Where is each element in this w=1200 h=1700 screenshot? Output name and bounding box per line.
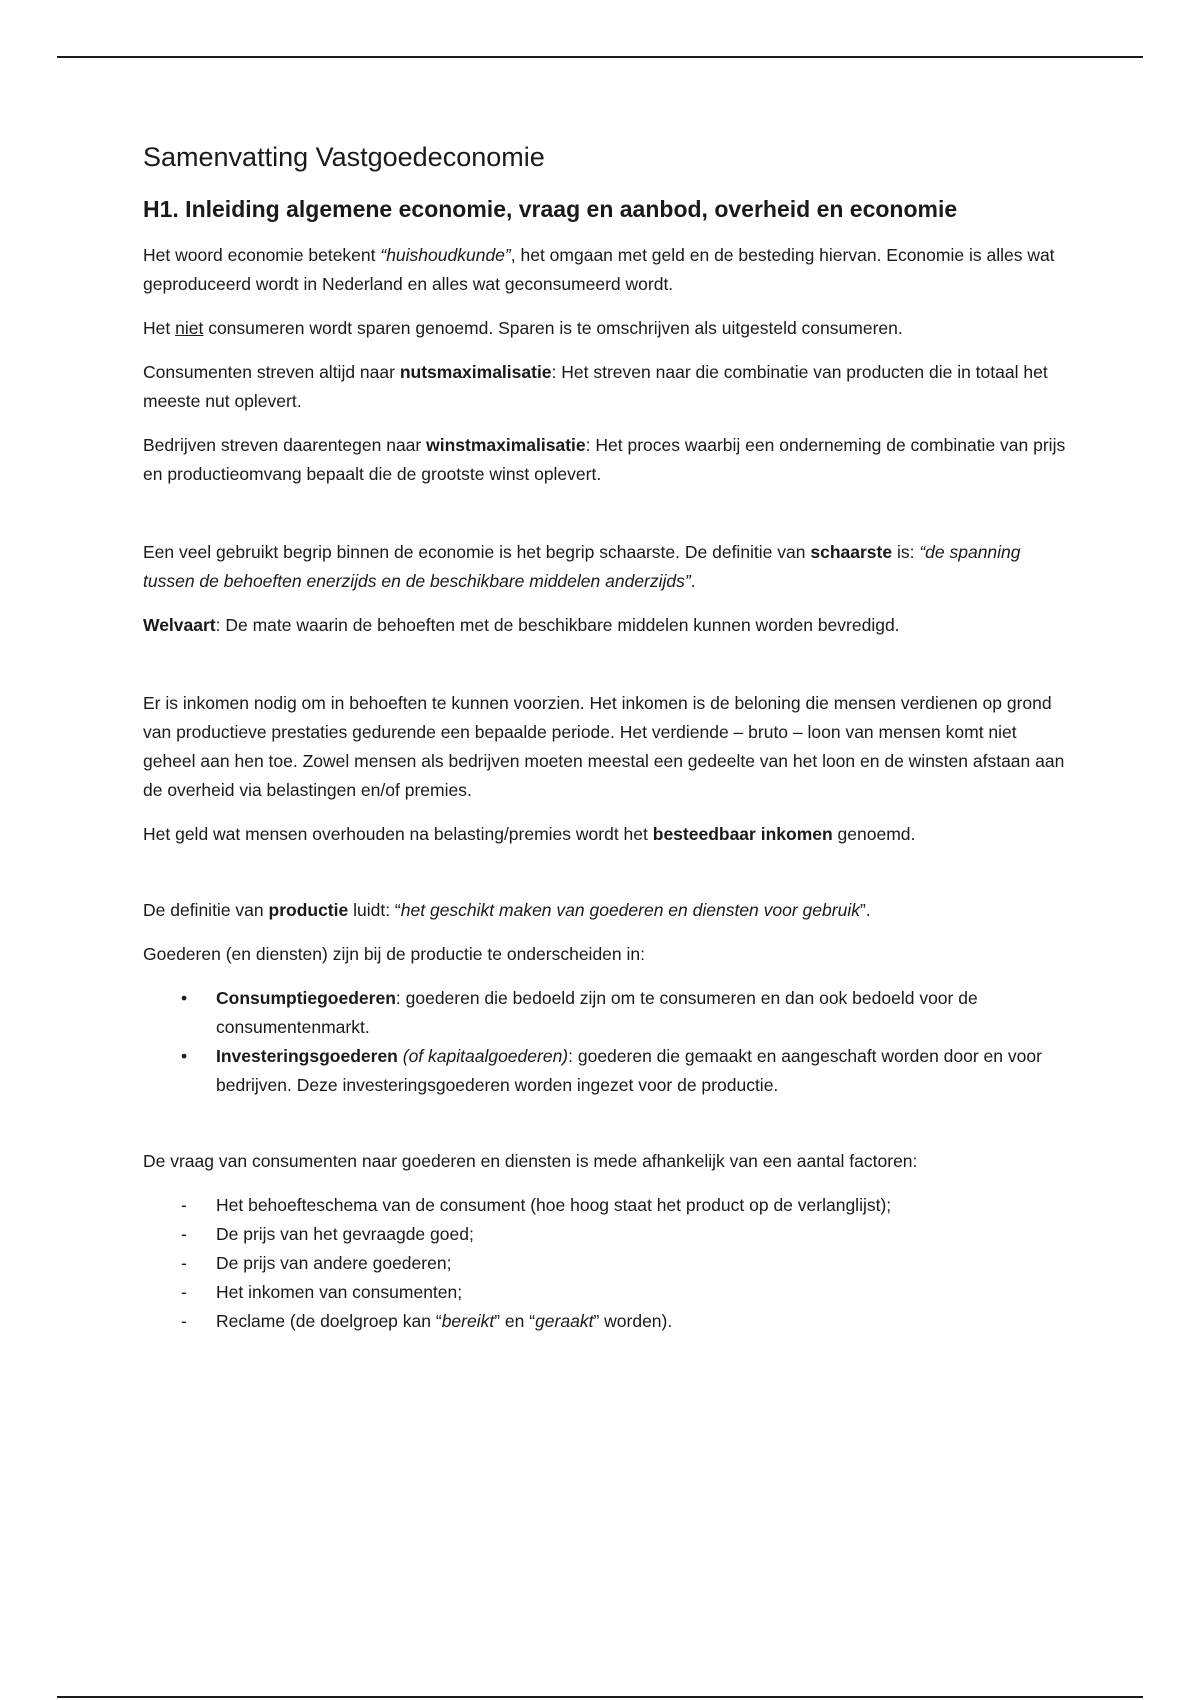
paragraph-winstmaximalisatie [143, 431, 1073, 489]
text: De prijs van andere goederen; [216, 1252, 452, 1273]
text: genoemd. [832, 823, 916, 844]
factors-dash-list [143, 1191, 1073, 1336]
paragraph-welvaart [143, 611, 1073, 640]
text: luidt: “ [348, 899, 401, 920]
bold-term: productie [268, 899, 349, 920]
underlined-term: niet [175, 317, 204, 338]
text: is: [892, 541, 920, 562]
list-item [143, 1191, 1073, 1220]
text: : Het proces waarbij een onderneming de combinatie van prijs en productieomvang bepaalt die de grootste winst oplevert. [143, 434, 1066, 484]
text: ”. [859, 899, 871, 920]
bullet-icon: • [181, 987, 188, 1008]
text: Bedrijven streven daarentegen naar [143, 434, 427, 455]
text: Het inkomen van consumenten; [216, 1281, 463, 1302]
text: : De mate waarin de behoeften met de beschikbare middelen kunnen worden bevredigd. [215, 614, 900, 635]
text: ” worden). [593, 1310, 673, 1331]
bold-term: Welvaart [143, 614, 216, 635]
paragraph-besteedbaar-inkomen [143, 820, 1073, 849]
list-item [143, 1042, 1073, 1100]
text: ” en “ [494, 1310, 536, 1331]
list-item [143, 1249, 1073, 1278]
italic-note: (of kapitaalgoederen) [397, 1045, 569, 1066]
text: De prijs van het gevraagde goed; [216, 1223, 474, 1244]
paragraph-schaarste [143, 538, 1073, 596]
bold-term: nutsmaximalisatie [399, 361, 552, 382]
paragraph-productie [143, 896, 1073, 925]
dash-icon: - [181, 1252, 187, 1273]
footer-rule [57, 1696, 1143, 1698]
paragraph-economie [143, 241, 1073, 299]
text: : goederen die bedoeld zijn om te consumeren en dan ook bedoeld voor de consumentenmarkt. [216, 987, 978, 1037]
dash-icon: - [181, 1194, 187, 1215]
bold-term: besteedbaar inkomen [652, 823, 833, 844]
paragraph-sparen [143, 314, 1073, 343]
text: Een veel gebruikt begrip binnen de economie is het begrip schaarste. De definitie van [143, 541, 811, 562]
text: Het [143, 317, 176, 338]
list-item [143, 984, 1073, 1042]
header-rule [57, 56, 1143, 58]
bold-term: Consumptiegoederen [216, 987, 396, 1008]
dash-icon: - [181, 1223, 187, 1244]
paragraph-nutsmaximalisatie [143, 358, 1073, 416]
text: : Het streven naar die combinatie van producten die in totaal het meeste nut oplevert. [143, 361, 1048, 411]
text: Het geld wat mensen overhouden na belasting/premies wordt het [143, 823, 653, 844]
list-item [143, 1307, 1073, 1336]
text: Consumenten streven altijd naar [143, 361, 400, 382]
list-item [143, 1278, 1073, 1307]
text: consumeren wordt sparen genoemd. Sparen is te omschrijven als uitgesteld consumeren. [203, 317, 903, 338]
paragraph-vraag-factoren: De vraag van consumenten naar goederen en diensten is mede afhankelijk van een aantal factoren: [143, 1150, 918, 1171]
paragraph-inkomen: Er is inkomen nodig om in behoeften te kunnen voorzien. Het inkomen is de beloning die mensen verdienen op grond van productieve prestaties gedurende een bepaalde periode. Het verdiende – bruto – loon van mensen komt niet geheel aan hen toe. Zowel mensen als bedrijven moeten meestal een gedeelte van het loon en de winsten afstaan aan de overheid via belastingen en/of premies. [143, 692, 1065, 800]
bold-term: Investeringsgoederen [216, 1045, 398, 1066]
document-body [143, 140, 1073, 1336]
dash-icon: - [181, 1281, 187, 1302]
bold-term: schaarste [810, 541, 893, 562]
text: Reclame (de doelgroep kan “ [216, 1310, 442, 1331]
italic-definition: “de spanning tussen de behoeften enerzijds en de beschikbare middelen anderzijds” [143, 541, 1021, 591]
chapter-heading: H1. Inleiding algemene economie, vraag en aanbod, overheid en economie [143, 196, 958, 223]
goods-bullet-list [143, 984, 1073, 1100]
text: Het behoefteschema van de consument (hoe hoog staat het product op de verlanglijst); [216, 1194, 892, 1215]
bullet-icon: • [181, 1045, 188, 1066]
text: Het woord economie betekent [143, 244, 381, 265]
text: : goederen die gemaakt en aangeschaft worden door en voor bedrijven. Deze investeringsgoederen worden ingezet voor de productie. [216, 1045, 1042, 1095]
bold-term: winstmaximalisatie [426, 434, 586, 455]
dash-icon: - [181, 1310, 187, 1331]
paragraph-goederen-intro: Goederen (en diensten) zijn bij de productie te onderscheiden in: [143, 943, 645, 964]
italic-term: bereikt [441, 1310, 495, 1331]
italic-term: geraakt [535, 1310, 594, 1331]
text: , het omgaan met geld en de besteding hiervan. Economie is alles wat geproduceerd wordt in Nederland en alles wat geconsumeerd wordt. [143, 244, 1055, 294]
text: De definitie van [143, 899, 269, 920]
text: . [690, 570, 696, 591]
italic-definition: het geschikt maken van goederen en diensten voor gebruik [400, 899, 860, 920]
list-item [143, 1220, 1073, 1249]
italic-term: “huishoudkunde” [380, 244, 511, 265]
document-title: Samenvatting Vastgoedeconomie [143, 142, 545, 172]
